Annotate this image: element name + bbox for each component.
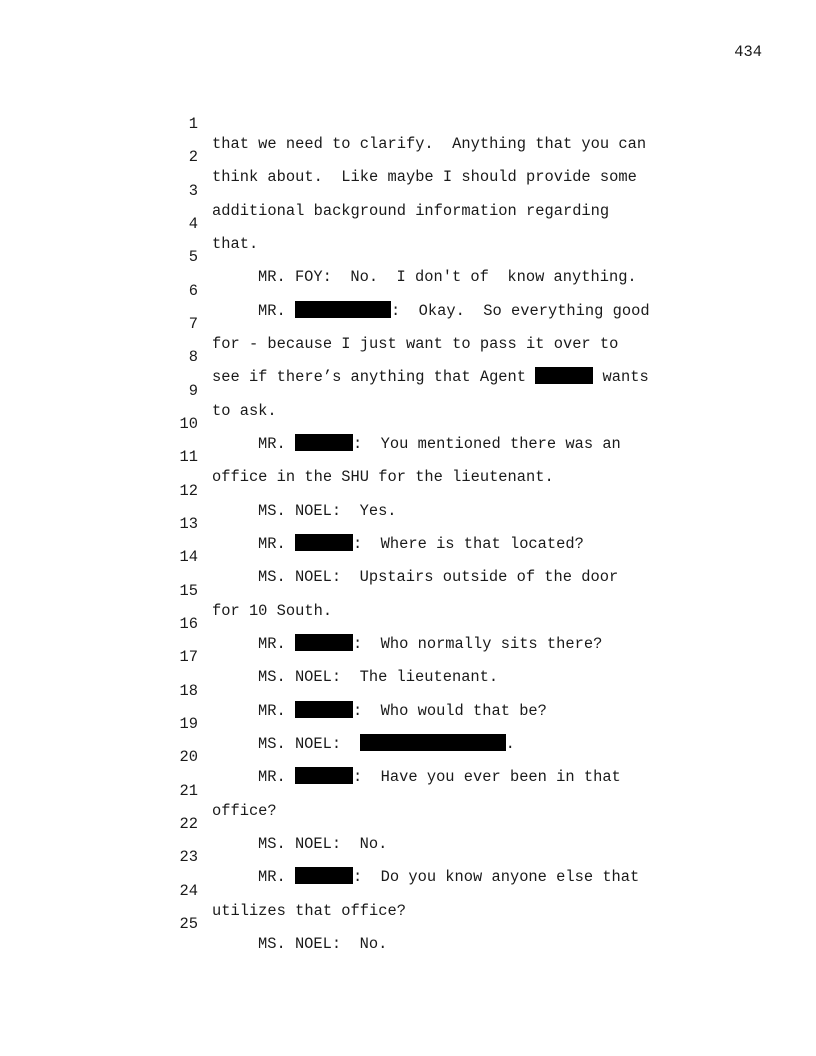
transcript-line xyxy=(0,494,816,553)
line-text: that we need to clarify. Anything that you can xyxy=(212,135,647,153)
transcript-line xyxy=(0,527,816,587)
line-text: that. xyxy=(212,234,259,253)
line-text: utilizes that office? xyxy=(212,901,406,920)
transcript-line xyxy=(0,194,816,253)
transcript-line xyxy=(0,861,816,920)
transcript-line xyxy=(0,294,816,353)
transcript-line xyxy=(0,761,816,820)
line-number: 24 xyxy=(179,881,198,900)
transcript-line xyxy=(0,327,816,387)
line-continuation: wants xyxy=(593,368,649,387)
line-prefix: see if there’s anything that Agent xyxy=(212,368,536,387)
line-number: 25 xyxy=(179,914,198,933)
speaker-prefix: MR. xyxy=(258,301,295,320)
line-text: MR. FOY: No. I don't of know anything. xyxy=(258,268,637,287)
line-number: 22 xyxy=(179,814,198,833)
line-number: 14 xyxy=(179,548,198,567)
speaker-prefix: MR. xyxy=(258,868,295,887)
line-number: 11 xyxy=(179,448,198,467)
transcript-line xyxy=(0,561,816,620)
transcript-line xyxy=(0,794,816,853)
line-text: for 10 South. xyxy=(212,601,333,620)
transcript-line xyxy=(0,227,816,287)
transcript-line xyxy=(0,727,816,787)
line-text: to ask. xyxy=(212,401,277,420)
speaker-prefix: MR. xyxy=(258,634,295,653)
line-continuation: : Who normally sits there? xyxy=(352,634,603,653)
line-continuation: . xyxy=(505,734,515,753)
transcript-line xyxy=(0,594,816,653)
line-number: 23 xyxy=(179,848,198,867)
line-text: MS. NOEL: The lieutenant. xyxy=(258,668,499,687)
line-text: additional background information regarding xyxy=(212,201,610,220)
line-number: 13 xyxy=(179,514,198,533)
line-number: 6 xyxy=(188,281,198,300)
transcript-line xyxy=(0,661,816,720)
line-text: for - because I just want to pass it over to xyxy=(212,334,619,353)
line-text: MS. NOEL: No. xyxy=(258,934,388,953)
line-number: 8 xyxy=(188,348,198,367)
transcript-line xyxy=(0,427,816,487)
transcript-line xyxy=(0,94,816,153)
line-number: 10 xyxy=(179,414,198,433)
line-continuation: : Where is that located? xyxy=(352,534,584,553)
line-number: 2 xyxy=(188,148,198,167)
transcript-line xyxy=(0,694,816,753)
line-text: think about. Like maybe I should provide some xyxy=(212,168,637,187)
transcript-line xyxy=(0,361,816,420)
line-text: MS. NOEL: No. xyxy=(258,834,388,853)
line-continuation: : Who would that be? xyxy=(352,701,547,720)
line-text: MS. NOEL: Upstairs outside of the door xyxy=(258,568,619,587)
line-number: 18 xyxy=(179,681,198,700)
line-number: 3 xyxy=(188,181,198,200)
line-number: 9 xyxy=(188,381,198,400)
line-number: 15 xyxy=(179,581,198,600)
speaker-prefix: MR. xyxy=(258,434,295,453)
line-number: 4 xyxy=(188,214,198,233)
transcript-line xyxy=(0,127,816,187)
line-number: 19 xyxy=(179,714,198,733)
line-continuation: : Have you ever been in that xyxy=(352,768,621,787)
speaker-prefix: MR. xyxy=(258,768,295,787)
transcript-line xyxy=(0,894,816,953)
line-number: 12 xyxy=(179,481,198,500)
transcript-line xyxy=(0,261,816,320)
transcript-line xyxy=(0,394,816,453)
speaker-prefix: MR. xyxy=(258,701,295,720)
speaker-prefix: MR. xyxy=(258,534,295,553)
line-number: 7 xyxy=(188,314,198,333)
line-number: 5 xyxy=(188,248,198,267)
transcript-line xyxy=(0,627,816,687)
speaker-prefix: MS. NOEL: xyxy=(258,734,360,753)
line-continuation: : Do you know anyone else that xyxy=(352,868,640,887)
transcript-line xyxy=(0,827,816,887)
line-number: 1 xyxy=(188,115,198,133)
line-number: 16 xyxy=(179,614,198,633)
line-continuation: : You mentioned there was an xyxy=(352,434,621,453)
transcript-body xyxy=(0,94,816,953)
page-number: 434 xyxy=(734,43,762,61)
line-number: 17 xyxy=(179,648,198,667)
line-number: 21 xyxy=(179,781,198,800)
transcript-line xyxy=(0,461,816,520)
line-text: MS. NOEL: Yes. xyxy=(258,501,397,520)
line-number: 20 xyxy=(179,748,198,767)
line-continuation: : Okay. So everything good xyxy=(390,301,650,320)
line-text: office? xyxy=(212,801,277,820)
line-text: office in the SHU for the lieutenant. xyxy=(212,468,554,487)
transcript-line xyxy=(0,161,816,220)
